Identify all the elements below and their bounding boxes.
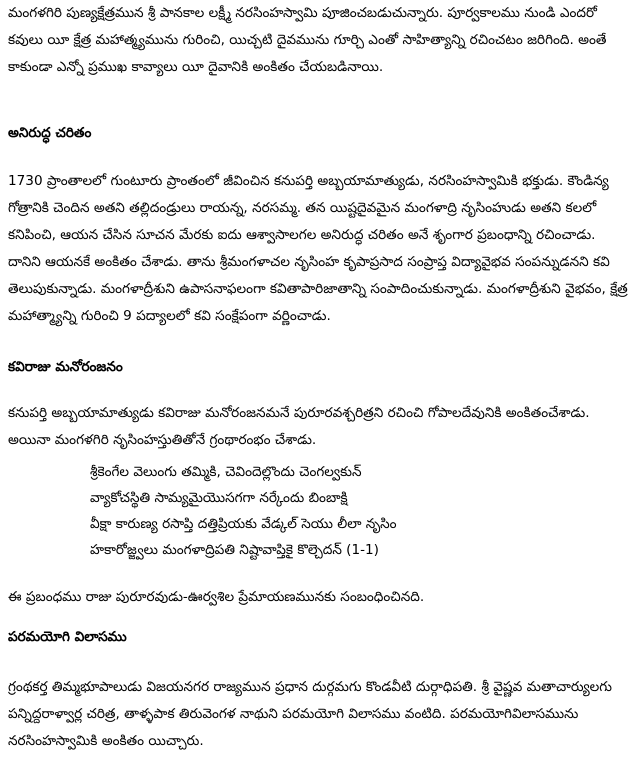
verse-line: వీక్షా కారుణ్య రసాప్తి దత్తిప్రియకు వేడ్కల్ సెయు లీలా నృసిం xyxy=(90,516,397,532)
verse-line: హకారోజ్జ్వలు మంగళాద్రిపతి నిష్టావాప్తికై కొల్చెదన్ (1-1) xyxy=(90,542,379,558)
section-heading-aniruddha-charitam: అనిరుద్ధ చరితం xyxy=(8,125,92,141)
verse-line: శ్రీకెంగేల వెలుంగు తమ్మికి, చెవిందెల్లొందు చెంగల్వకున్ xyxy=(90,464,362,480)
manoranjanam-paragraph: కనుపర్తి అబ్బయామాత్యుడు కవిరాజు మనోరంజనమనే పురూరవశ్చరిత్రని రచించి గోపాలదేవునికి అంకితంచేశాడు. అయినా మంగళగిరి నృసింహస్తుతితోనే గ్రంథారంభం చేశాడు. xyxy=(8,405,590,448)
section-heading-kaviraju-manoranjanam: కవిరాజు మనోరంజనం xyxy=(8,359,123,375)
paramayogi-paragraph: గ్రంథకర్త తిమ్మభూపాలుడు విజయనగర రాజ్యమున ప్రధాన దుర్గమగు కొండవీటి దుర్గాధిపతి. శ్రీ వైష్ణవ మతాచార్యులగు పన్నిద్దరాళ్వార్ల చరిత్ర, తాళ్ళపాక తిరువెంగళ నాథుని పరమయోగి విలాసము వంటిది. పరమయోగివిలాసమును నరసింహస్వామికి అంకితం యిచ్చారు. xyxy=(8,679,612,749)
verse-block xyxy=(8,459,632,563)
aniruddha-paragraph: 1730 ప్రాంతాలలో గుంటూరు ప్రాంతంలో జీవించిన కనుపర్తి అబ్బయామాత్యుడు, నరసింహస్వామికి భక్తుడు. కౌండిన్య గోత్రానికి చెందిన అతని తల్లిదండ్రులు రాయన్న, నరసమ్మ. తన యిష్టదైవమైన మంగళాద్రి నృసింహుడు అతని కలలో కనిపించి, ఆయన చేసిన సూచన మేరకు ఐదు ఆశ్వాసాలగల అనిరుద్ధ చరితం అనే శృంగార ప్రబంధాన్ని రచించాడు. దానిని ఆయనకే అంకితం చేశాడు. తాను శ్రీమంగళాచల నృసింహ కృపాప్రసాద సంప్రాప్త విద్యావైభవ సంపన్నుడనని కవి తెలుపుకున్నాడు. మంగళాద్రీశుని ఉపాసనాఫలంగా కవితాపారిజాతాన్ని సంపాదించుకున్నాడు. మంగళాద్రీశుని వైభవం, క్షేత్ర మహాత్మ్యాన్ని గురించి 9 పద్యాలలో కవి సంక్షేపంగా వర్ణించాడు. xyxy=(8,173,628,324)
verse-line: వ్యాకోచస్థితి సామ్యమైయొసగగా నర్కేందు బింబాక్షి xyxy=(90,490,348,506)
section-heading-paramayogi-vilasamu: పరమయోగి విలాసము xyxy=(8,629,127,645)
manoranjanam-closing: ఈ ప్రబంధము రాజు పురూరవుడు-ఊర్వశిల ప్రేమాయణమునకు సంబంధించినది. xyxy=(8,589,425,605)
intro-paragraph: మంగళగిరి పుణ్యక్షేత్రమున శ్రీ పానకాల లక్ష్మీ నరసింహస్వామి పూజించబడుచున్నారు. పూర్వకాలము నుండి ఎందరో కవులు యీ క్షేత్ర మహాత్మ్యమును గురించి, యిచ్చటి దైవమును గూర్చి ఎంతో సాహిత్యాన్ని రచించటం జరిగింది. అంతే కాకుండా ఎన్నో ప్రముఖ కావ్యాలు యీ దైవానికి అంకితం చేయబడినాయి. xyxy=(8,5,607,75)
